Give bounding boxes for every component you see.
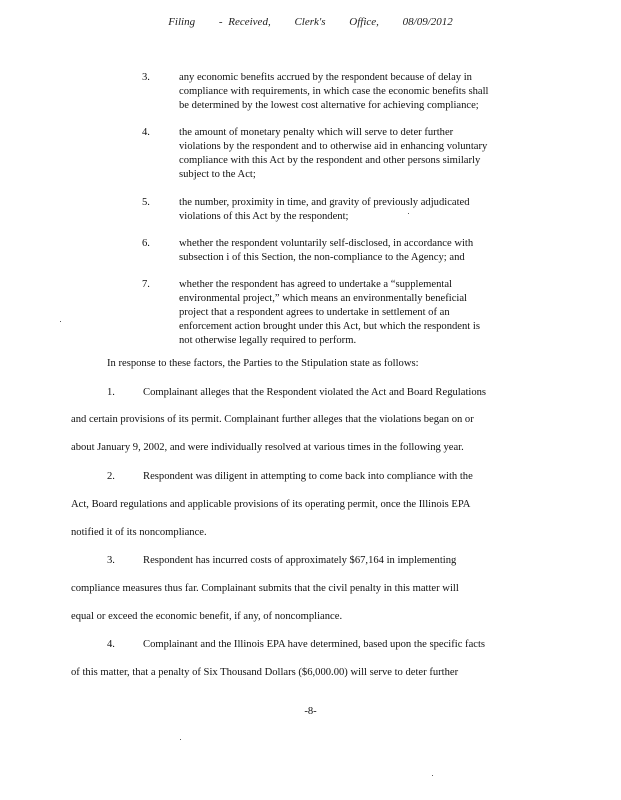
paragraph-text: Respondent was diligent in attempting to come back into compliance with the: [143, 471, 473, 482]
factor-line: subject to the Act;: [179, 169, 256, 180]
factor-line: environmental project,” which means an environmentally beneficial: [179, 293, 467, 304]
factor-line: not otherwise legally required to perform.: [179, 335, 357, 346]
paragraph-number: 2.: [107, 471, 115, 482]
factor-line: project that a respondent agrees to undertake in settlement of an: [179, 307, 450, 318]
factor-number: 5.: [142, 197, 150, 208]
factor-text: [179, 278, 541, 348]
factor-line: enforcement action brought under this Act, but which the respondent is: [179, 321, 480, 332]
header-date: 08/09/2012: [402, 16, 453, 28]
paragraph-line: equal or exceed the economic benefit, if any, of noncompliance.: [71, 611, 343, 622]
page-number: -8-: [304, 706, 317, 717]
intro-text: In response to these factors, the Parties to the Stipulation state as follows:: [107, 358, 419, 369]
paragraph-line: notified it of its noncompliance.: [71, 527, 207, 538]
factor-text: [179, 71, 541, 113]
factor-line: the amount of monetary penalty which will serve to deter further: [179, 127, 454, 138]
factor-text: [179, 237, 541, 265]
paragraph-number: 4.: [107, 639, 115, 650]
factor-line: compliance with this Act by the respondent and other persons similarly: [179, 155, 481, 166]
factor-number: 6.: [142, 238, 150, 249]
scan-speck: [408, 213, 409, 214]
factor-text: [179, 196, 541, 224]
factor-line: compliance with requirements, in which case the economic benefits shall: [179, 86, 489, 97]
scan-speck: [60, 321, 61, 322]
paragraph-line: of this matter, that a penalty of Six Thousand Dollars ($6,000.00) will serve to deter further: [71, 667, 459, 678]
paragraph-text: Complainant and the Illinois EPA have determined, based upon the specific facts: [143, 639, 486, 650]
factor-line: be determined by the lowest cost alternative for achieving compliance;: [179, 100, 479, 111]
factor-line: violations of this Act by the respondent;: [179, 211, 349, 222]
paragraph-line: and certain provisions of its permit. Complainant further alleges that the violations began on or: [71, 414, 474, 425]
factor-line: any economic benefits accrued by the respondent because of delay in: [179, 72, 472, 83]
factor-line: violations by the respondent and to otherwise aid in enhancing voluntary: [179, 141, 488, 152]
paragraph-number: 1.: [107, 387, 115, 398]
header-filing: Filing: [168, 16, 196, 28]
header-office: Office,: [349, 16, 379, 28]
scan-speck: [180, 739, 181, 740]
factor-number: 7.: [142, 279, 150, 290]
paragraph-line: compliance measures thus far. Complainant submits that the civil penalty in this matter will: [71, 583, 459, 594]
factor-text: [179, 126, 541, 182]
paragraph-text: Complainant alleges that the Respondent violated the Act and Board Regulations: [143, 387, 487, 398]
header-clerks: Clerk's: [294, 16, 326, 28]
factor-number: 3.: [142, 72, 150, 83]
factor-line: whether the respondent has agreed to undertake a “supplemental: [179, 279, 452, 290]
paragraph-line: Act, Board regulations and applicable provisions of its operating permit, once the Illinois EPA: [71, 499, 471, 510]
factor-line: the number, proximity in time, and gravity of previously adjudicated: [179, 197, 470, 208]
paragraph-text: Respondent has incurred costs of approximately $67,164 in implementing: [143, 555, 457, 566]
filing-header: [0, 16, 621, 28]
header-received: - Received,: [218, 16, 271, 28]
scan-speck: [432, 775, 433, 776]
factor-line: whether the respondent voluntarily self-disclosed, in accordance with: [179, 238, 474, 249]
factor-number: 4.: [142, 127, 150, 138]
paragraph-number: 3.: [107, 555, 115, 566]
factor-line: subsection i of this Section, the non-compliance to the Agency; and: [179, 252, 465, 263]
paragraph-line: about January 9, 2002, and were individually resolved at various times in the following year.: [71, 442, 464, 453]
